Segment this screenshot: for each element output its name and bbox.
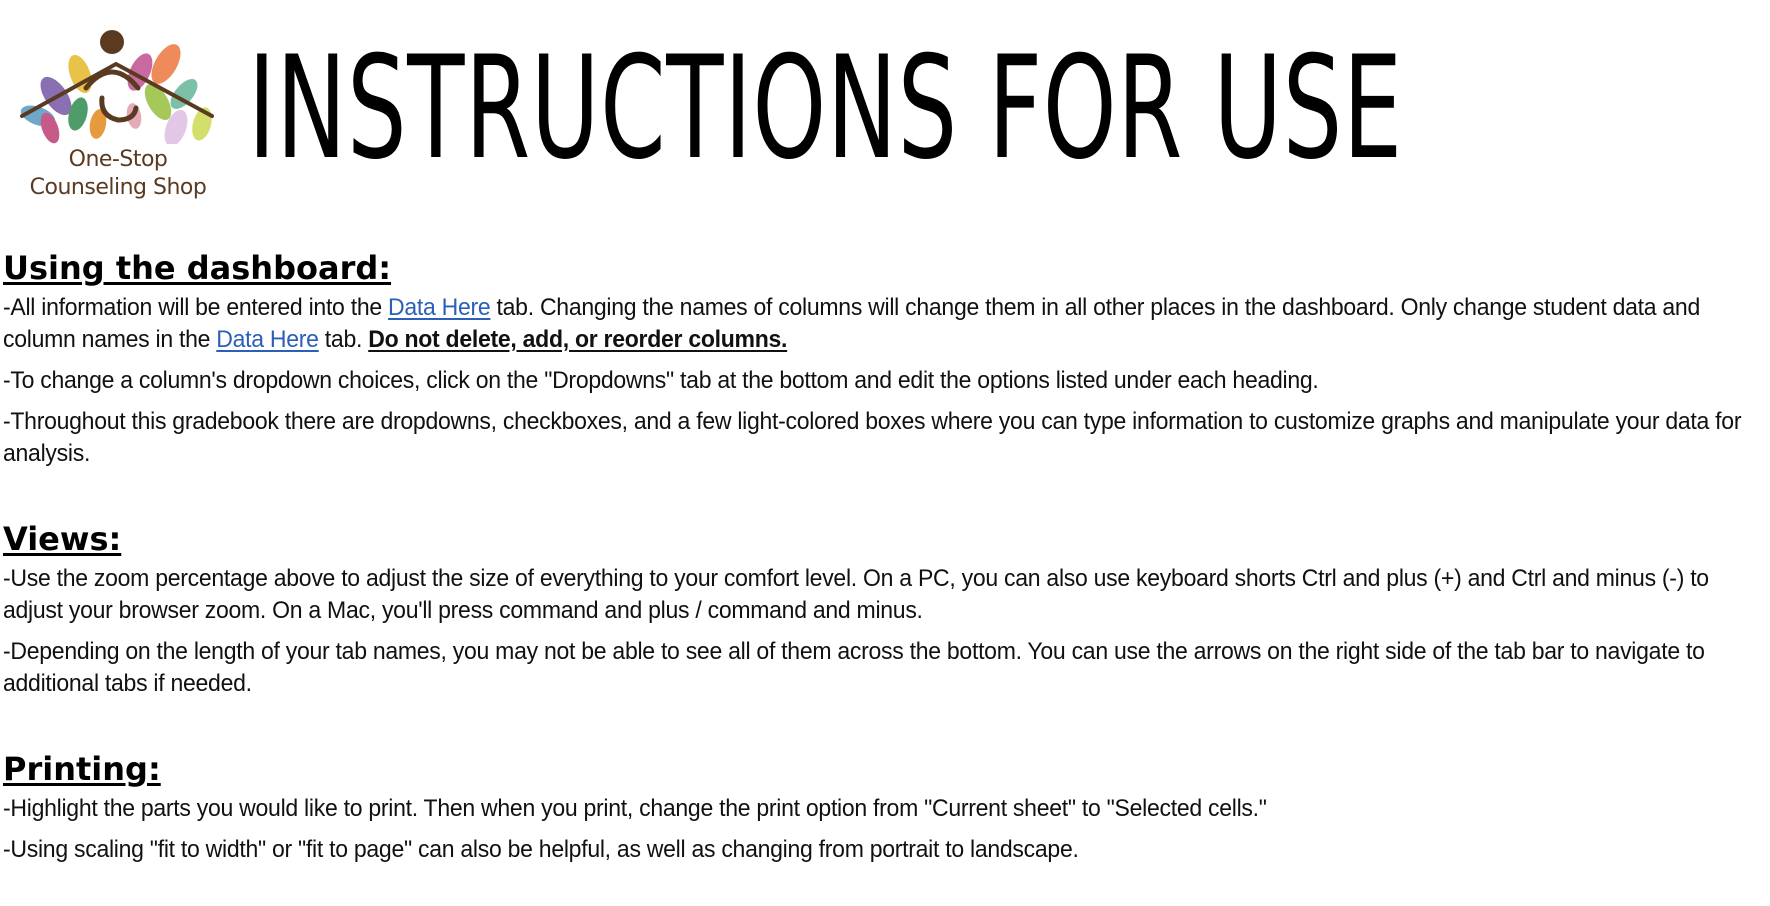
paragraph: -Use the zoom percentage above to adjust the size of everything to your comfort level. On a PC, you can also use keyboard shorts Ctrl and plus (+) and Ctrl and minus (-) to adjust your browser zoom. On a Mac, you'll press command and plus / command and minus.	[3, 565, 1709, 624]
paragraph: -To change a column's dropdown choices, click on the "Dropdowns" tab at the bottom and edit the options listed under each heading.	[3, 367, 1319, 394]
section-using-dashboard	[3, 248, 1763, 470]
section-printing	[3, 749, 1763, 866]
paragraph: -Using scaling "fit to width" or "fit to page" can also be helpful, as well as changing from portrait to landscape.	[3, 836, 1079, 863]
section-heading: Views:	[3, 520, 122, 558]
data-here-link[interactable]: Data Here	[387, 294, 491, 321]
logo-text-line-1: One-Stop	[68, 147, 168, 172]
text-run: tab.	[318, 326, 369, 353]
paragraph: -Throughout this gradebook there are dropdowns, checkboxes, and a few light-colored boxes where you can type information to customize graphs and manipulate your data for analysis.	[3, 408, 1742, 467]
logo-leaves-icon	[8, 24, 228, 144]
section-views	[3, 519, 1763, 700]
paragraph: -Highlight the parts you would like to print. Then when you print, change the print option from "Current sheet" to "Selected cells."	[3, 795, 1267, 822]
text-run: -All information will be entered into the	[3, 294, 388, 321]
logo-text-line-2: Counseling Shop	[29, 175, 207, 200]
warning-text: Do not delete, add, or reorder columns.	[368, 326, 788, 353]
data-here-link[interactable]: Data Here	[216, 326, 319, 353]
paragraph: -Depending on the length of your tab names, you may not be able to see all of them across the bottom. You can use the arrows on the right side of the tab bar to navigate to additional tabs if needed.	[3, 638, 1705, 697]
page-header	[0, 0, 1770, 220]
logo	[8, 24, 228, 210]
text-run: tab. Changing the names of columns will change them in all other places in the dashboard. Only change student data and column names in the	[3, 294, 1700, 353]
instructions-content	[3, 248, 1763, 875]
paragraph	[3, 292, 1761, 356]
section-heading: Using the dashboard:	[3, 249, 392, 287]
page-title: INSTRUCTIONS FOR USE	[248, 26, 1403, 191]
section-heading: Printing:	[3, 750, 161, 788]
